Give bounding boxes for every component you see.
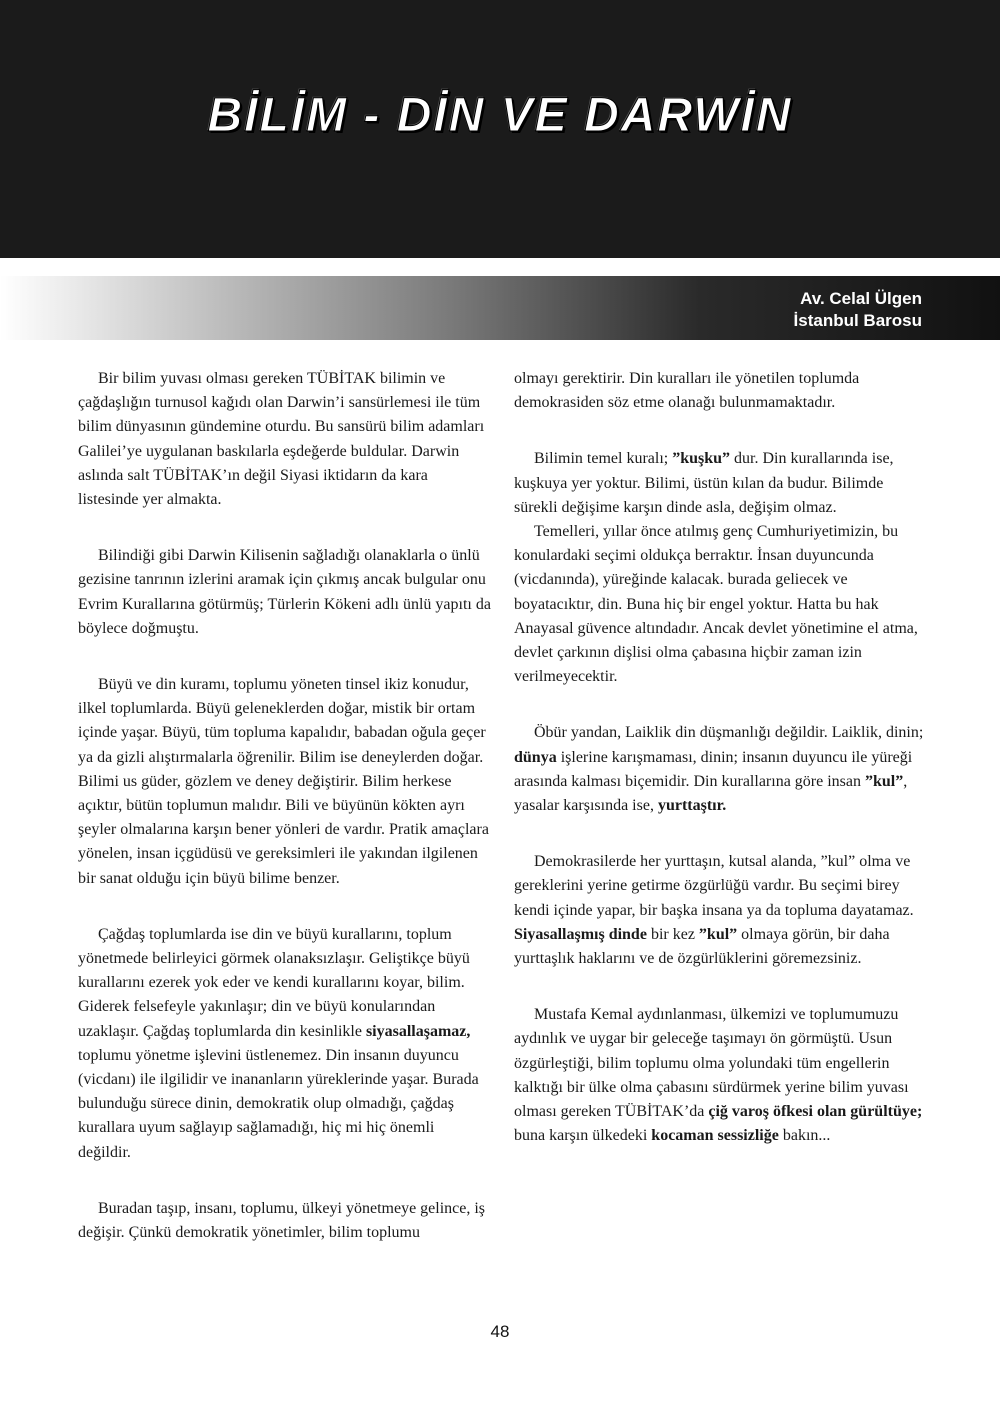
paragraph: olmayı gerektirir. Din kuralları ile yönetilen toplumda demokrasiden söz etme olanağı bulunmamaktadır. [514, 370, 860, 412]
bold-text: ”kul” [698, 925, 738, 943]
right-column [514, 367, 926, 1148]
paragraph-text: bir kez [646, 925, 699, 943]
paragraph-text: Öbür yandan, Laiklik din düşmanlığı değildir. Laiklik, dinin; [534, 724, 924, 742]
paragraph-text: olmaya görün, bir daha yurttaşlık haklarını ve de özgürlüklerini göremezsiniz. [514, 925, 890, 968]
paragraph: Büyü ve din kuramı, toplumu yöneten tinsel ikiz konudur, ilkel toplumlarda. Büyü geleneklerden doğar, mistik bir ortam içinde yaşar. Büyü, tüm topluma kapalıdır, babadan oğula geçer ya da gizli alıştırmalarla öğrenilir. Bilim ise deneylerden doğar. Bilimi us güder, gözlem ve deney değiştirir. Bilim herkese açıktır, bütün toplumun malıdır. Bili ve büyünün kökten ayrı şeyler olmalarına karşın bener yönleri de vardır. Pratik amaçlara yönelen, insan içgüdüsü ve gereksimleri ile yakından ilgilenen bir sanat olduğu için büyü bilime benzer. [78, 676, 489, 887]
paragraph-text: toplumu yönetme işlevini üstlenemez. Din insanın duyuncu (vicdanı) ile ilgilidir ve inananların yüreklerinde yaşar. Burada bulunduğu sürece dinin, demokratik olup olmadığı, çağdaş kurallara uyum sağlayıp sağlamadığı, hiç mi hiç önemli değildir. [78, 1046, 479, 1161]
bold-text: ”kuşku” [672, 450, 731, 468]
paragraph-text: dur. Din kurallarında ise, kuşkuya yer yoktur. Bilimi, üstün kılan da budur. Bilimde sürekli değişime karşın dinde asla, değişim olmaz. [514, 450, 894, 516]
bold-text: çiğ varoş öfkesi olan gürültüye; [708, 1103, 923, 1121]
paragraph: Buradan taşıp, insanı, toplumu, ülkeyi yönetmeye gelince, iş değişir. Çünkü demokratik yönetimler, bilim toplumu [78, 1199, 486, 1242]
paragraph [514, 447, 926, 520]
bold-text: kocaman sessizliğe [651, 1127, 779, 1145]
article-title: BİLİM - DİN VE DARWİN [207, 89, 793, 142]
paragraph-text: buna karşın ülkedeki [514, 1127, 652, 1145]
author-block [794, 288, 922, 332]
page-number: 48 [490, 1322, 510, 1341]
bold-text: siyasallaşamaz, [365, 1022, 471, 1040]
paragraph-text: Mustafa Kemal aydınlanması, ülkemizi ve toplumumuzu aydınlık ve uygar bir geleceğe taşımayı ön görmüştü. Usun özgürleştiği, bilim toplumu olma yolundaki tüm engellerin kalktığı bir ülke olma çabasını sürdürmek yerine bilim yuvası olması gereken TÜBİTAK’da [514, 1006, 909, 1121]
paragraph-text: Bilimin temel kuralı; [534, 450, 673, 468]
paragraph-text: Çağdaş toplumlarda ise din ve büyü kurallarını, toplum yönetmede belirleyici görmek olanaksızlaşır. Geliştikçe büyü kurallarını ezerek yok eder ve kendi kurallarını koyar, bilim. Giderek felsefeyle yakınlaşır; din ve büyü konularından uzaklaşır. Çağdaş toplumlarda din kesinlikle [78, 925, 470, 1040]
paragraph [514, 850, 926, 971]
left-column [78, 367, 491, 1245]
author-affiliation: İstanbul Barosu [793, 311, 922, 330]
paragraph [514, 1003, 926, 1148]
paragraph-text: bakın... [778, 1127, 831, 1145]
paragraph: Temelleri, yıllar önce atılmış genç Cumhuriyetimizin, bu konulardaki seçimi oldukça berraktır. İnsan duyuncunda (vicdanında), yüreğinde kalacak. burada geliecek ve boyatacıktır, din. Buna hiç bir engel yoktur. Hatta bu hak Anayasal güvence altındadır. Ancak devlet yönetimine el atma, devlet çarkının dişlisi olma çabasına hiçbir zaman izin verilmeyecektir. [514, 523, 918, 686]
paragraph-text: işlerine karışmaması, dinin; insanın duyuncu ile yüreği arasında kalması biçemidir. Din kurallarına göre insan [514, 748, 913, 790]
bold-text: ”kul” [865, 772, 904, 790]
author-name: Av. Celal Ülgen [800, 289, 922, 308]
paragraph-text: , yasalar karşısında ise, [514, 772, 908, 815]
paragraph-text: Demokrasilerde her yurttaşın, kutsal alanda, ”kul” olma ve gereklerini yerine getirme özgürlüğü vardır. Bu seçimi birey kendi içinde yapar, bir başka insana ya da topluma dayatamaz. [514, 853, 914, 919]
paragraph: Bir bilim yuvası olması gereken TÜBİTAK bilimin ve çağdaşlığın turnusol kağıdı olan Darwin’i sansürlemesi ile tüm bilim dünyasının gündemine oturdu. Bu sansürü bilim adamları Galilei’ye uygulanan baskılarla eşdeğerde buldular. Darwin aslında salt TÜBİTAK’ın değil Siyasi iktidarın da kara listesinde yer almakta. [78, 370, 485, 509]
paragraph [514, 721, 926, 818]
paragraph: Bilindiği gibi Darwin Kilisenin sağladığı olanaklarla o ünlü gezisine tanrının izlerini aramak için çıkmış ancak bulgular onu Evrim Kurallarına götürmüş; Türlerin Kökeni adlı ünlü yapıtı da böylece doğmuştu. [78, 547, 491, 637]
bold-text: Siyasallaşmış dinde [514, 925, 647, 943]
bold-text: yurttaştır. [657, 797, 727, 815]
bold-text: dünya [514, 748, 557, 766]
paragraph [78, 923, 491, 1165]
